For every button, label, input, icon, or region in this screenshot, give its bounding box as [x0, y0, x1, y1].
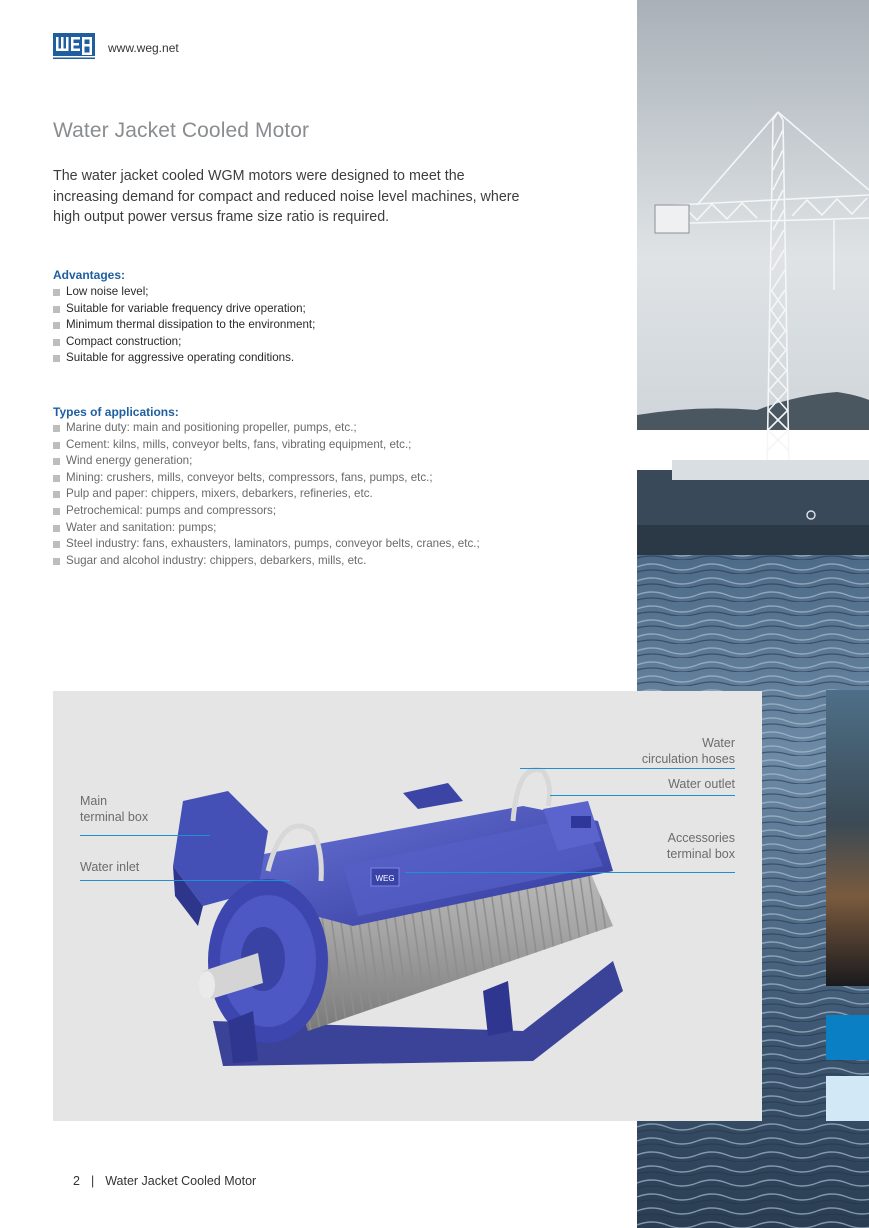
website-url[interactable]: www.weg.net	[108, 41, 179, 55]
page-number: 2	[73, 1174, 80, 1188]
list-item: Cement: kilns, mills, conveyor belts, fans, vibrating equipment, etc.;	[53, 437, 480, 454]
list-item: Water and sanitation: pumps;	[53, 520, 480, 537]
callout-line-accessories-terminal-box	[405, 872, 735, 873]
advantages-list	[53, 284, 315, 367]
callout-line-main-terminal-box	[80, 835, 210, 836]
bullet-square-icon	[53, 355, 60, 362]
callout-main-terminal-box: Main terminal box	[80, 794, 149, 824]
list-item: Suitable for aggressive operating conditions.	[53, 350, 315, 367]
callout-accessories-terminal-box: Accessories terminal box	[666, 831, 735, 861]
bullet-square-icon	[53, 558, 60, 565]
list-item: Minimum thermal dissipation to the environment;	[53, 317, 315, 334]
callout-line-water-circulation-hoses	[520, 768, 735, 769]
bullet-square-icon	[53, 491, 60, 498]
blue-accent-block	[826, 1015, 869, 1060]
footer-title: Water Jacket Cooled Motor	[105, 1174, 257, 1188]
list-item: Wind energy generation;	[53, 453, 480, 470]
bullet-square-icon	[53, 442, 60, 449]
bullet-square-icon	[53, 339, 60, 346]
bullet-square-icon	[53, 541, 60, 548]
bullet-square-icon	[53, 289, 60, 296]
callout-water-circulation-hoses: Water circulation hoses	[641, 736, 735, 766]
list-item: Marine duty: main and positioning propeller, pumps, etc.;	[53, 420, 480, 437]
footer-separator: |	[90, 1174, 95, 1188]
page-footer	[73, 1174, 256, 1188]
callout-water-outlet: Water outlet	[668, 777, 735, 791]
list-item: Petrochemical: pumps and compressors;	[53, 503, 480, 520]
intro-paragraph: The water jacket cooled WGM motors were designed to meet the increasing demand for compact and reduced noise level machines, where high output power versus frame size ratio is required.	[53, 168, 520, 225]
callout-water-inlet: Water inlet	[80, 860, 140, 874]
applications-list	[53, 420, 480, 569]
callout-line-water-inlet	[80, 880, 290, 881]
bullet-square-icon	[53, 458, 60, 465]
motor-figure	[53, 691, 762, 1121]
advantages-heading: Advantages:	[53, 268, 126, 282]
list-item: Suitable for variable frequency drive operation;	[53, 301, 315, 318]
sunset-sea-photo-strip	[826, 690, 869, 986]
motor-badge-text: WEG	[375, 874, 395, 883]
bullet-square-icon	[53, 322, 60, 329]
applications-heading: Types of applications:	[53, 405, 179, 419]
list-item: Mining: crushers, mills, conveyor belts, compressors, fans, pumps, etc.;	[53, 470, 480, 487]
weg-badge-accessories	[571, 816, 591, 828]
callout-line-water-outlet	[550, 795, 735, 796]
light-blue-accent-block	[826, 1076, 869, 1121]
list-item: Compact construction;	[53, 334, 315, 351]
list-item: Pulp and paper: chippers, mixers, debarkers, refineries, etc.	[53, 486, 480, 503]
list-item: Steel industry: fans, exhausters, laminators, pumps, conveyor belts, cranes, etc.;	[53, 536, 480, 553]
weg-logo	[53, 33, 95, 59]
bullet-square-icon	[53, 425, 60, 432]
list-item: Low noise level;	[53, 284, 315, 301]
page-title: Water Jacket Cooled Motor	[53, 119, 310, 142]
bullet-square-icon	[53, 475, 60, 482]
bullet-square-icon	[53, 525, 60, 532]
bullet-square-icon	[53, 508, 60, 515]
bullet-square-icon	[53, 306, 60, 313]
list-item: Sugar and alcohol industry: chippers, debarkers, mills, etc.	[53, 553, 480, 570]
